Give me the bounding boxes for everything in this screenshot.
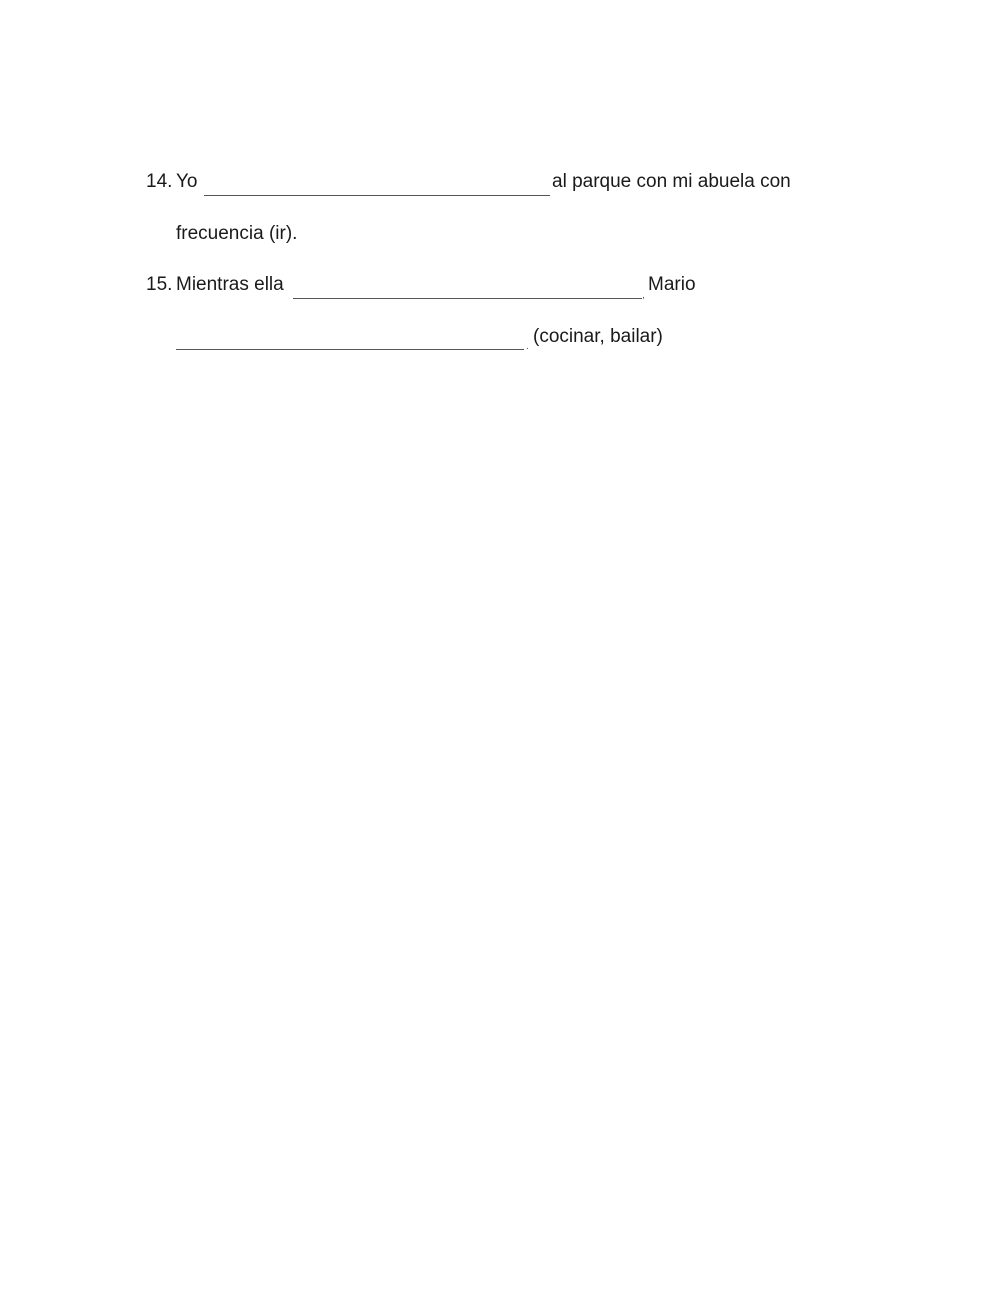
answer-blank[interactable] bbox=[293, 298, 642, 299]
sentence-middle: Mario bbox=[648, 274, 696, 295]
sentence-end: al parque con mi abuela con bbox=[552, 171, 791, 192]
comma-mark: , bbox=[642, 290, 645, 301]
item-number: 15. bbox=[146, 274, 173, 295]
answer-blank[interactable] bbox=[204, 195, 550, 196]
verb-hint: (cocinar, bailar) bbox=[533, 326, 663, 347]
sentence-continuation: frecuencia (ir). bbox=[176, 223, 298, 244]
period-mark: . bbox=[526, 341, 529, 352]
sentence-start: Yo bbox=[176, 171, 198, 192]
answer-blank[interactable] bbox=[176, 349, 524, 350]
item-number: 14. bbox=[146, 171, 173, 192]
sentence-start: Mientras ella bbox=[176, 274, 284, 295]
